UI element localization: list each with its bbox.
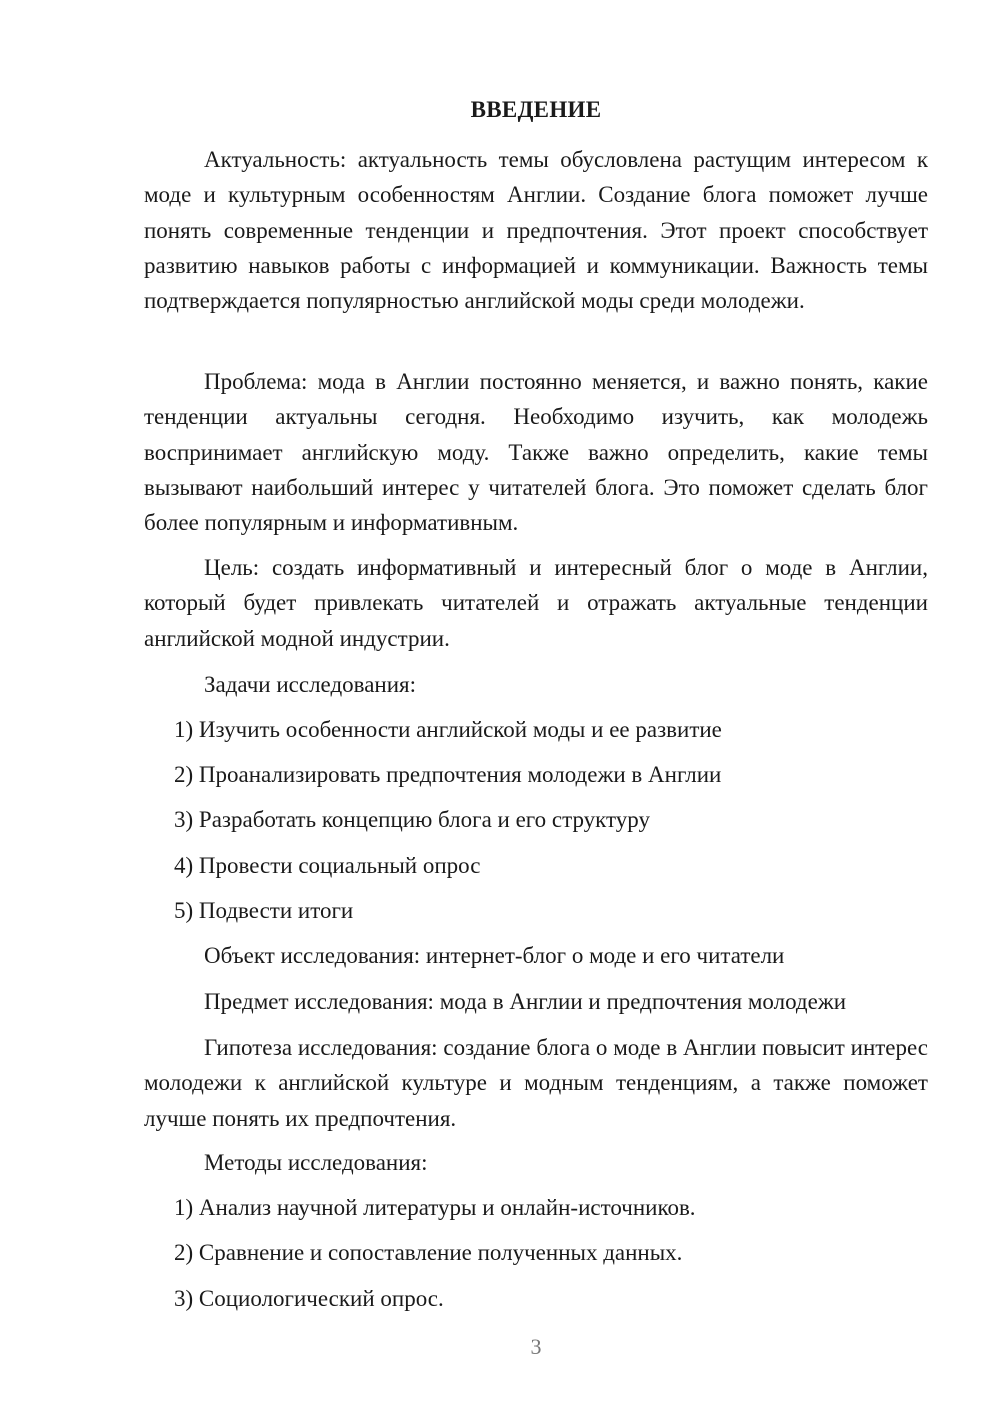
method-item: 2) Сравнение и сопоставление полученных данных. [174,1240,683,1265]
task-item: 4) Провести социальный опрос [174,853,481,878]
page-title: ВВЕДЕНИЕ [470,97,602,122]
task-item: 5) Подвести итоги [174,898,354,923]
method-item: 3) Социологический опрос. [174,1286,444,1311]
methods-label: Методы исследования: [204,1150,428,1175]
research-subject: Предмет исследования: мода в Англии и предпочтения молодежи [204,989,847,1014]
tasks-label: Задачи исследования: [204,672,417,697]
task-item: 1) Изучить особенности английской моды и ее развитие [174,717,722,742]
research-object: Объект исследования: интернет-блог о моде и его читатели [204,943,785,968]
paragraph-goal: Цель: создать информативный и интересный блог о моде в Англии, который будет привлекать читателей и отражать актуальные тенденции английской модной индустрии. [144,555,928,651]
task-item: 2) Проанализировать предпочтения молодежи в Англии [174,762,722,787]
paragraph-problem: Проблема: мода в Англии постоянно меняется, и важно понять, какие тенденции актуальны сегодня. Необходимо изучить, как молодежь воспринимает английскую моду. Также важно определить, какие темы вызывают наибольший интерес у читателей блога. Это поможет сделать блог более популярным и информативным. [144,369,928,536]
paragraph-relevance: Актуальность: актуальность темы обусловлена растущим интересом к моде и культурным особенностям Англии. Создание блога поможет лучше понять современные тенденции и предпочтения. Этот проект способствует развитию навыков работы с информацией и коммуникации. Важность темы подтверждается популярностью английской моды среди молодежи. [144,147,928,314]
page-number: 3 [530,1334,542,1359]
method-item: 1) Анализ научной литературы и онлайн-источников. [174,1195,696,1220]
task-item: 3) Разработать концепцию блога и его структуру [174,807,650,832]
paragraph-hypothesis: Гипотеза исследования: создание блога о моде в Англии повысит интерес молодежи к английской культуре и модным тенденциям, а также поможет лучше понять их предпочтения. [144,1035,928,1131]
